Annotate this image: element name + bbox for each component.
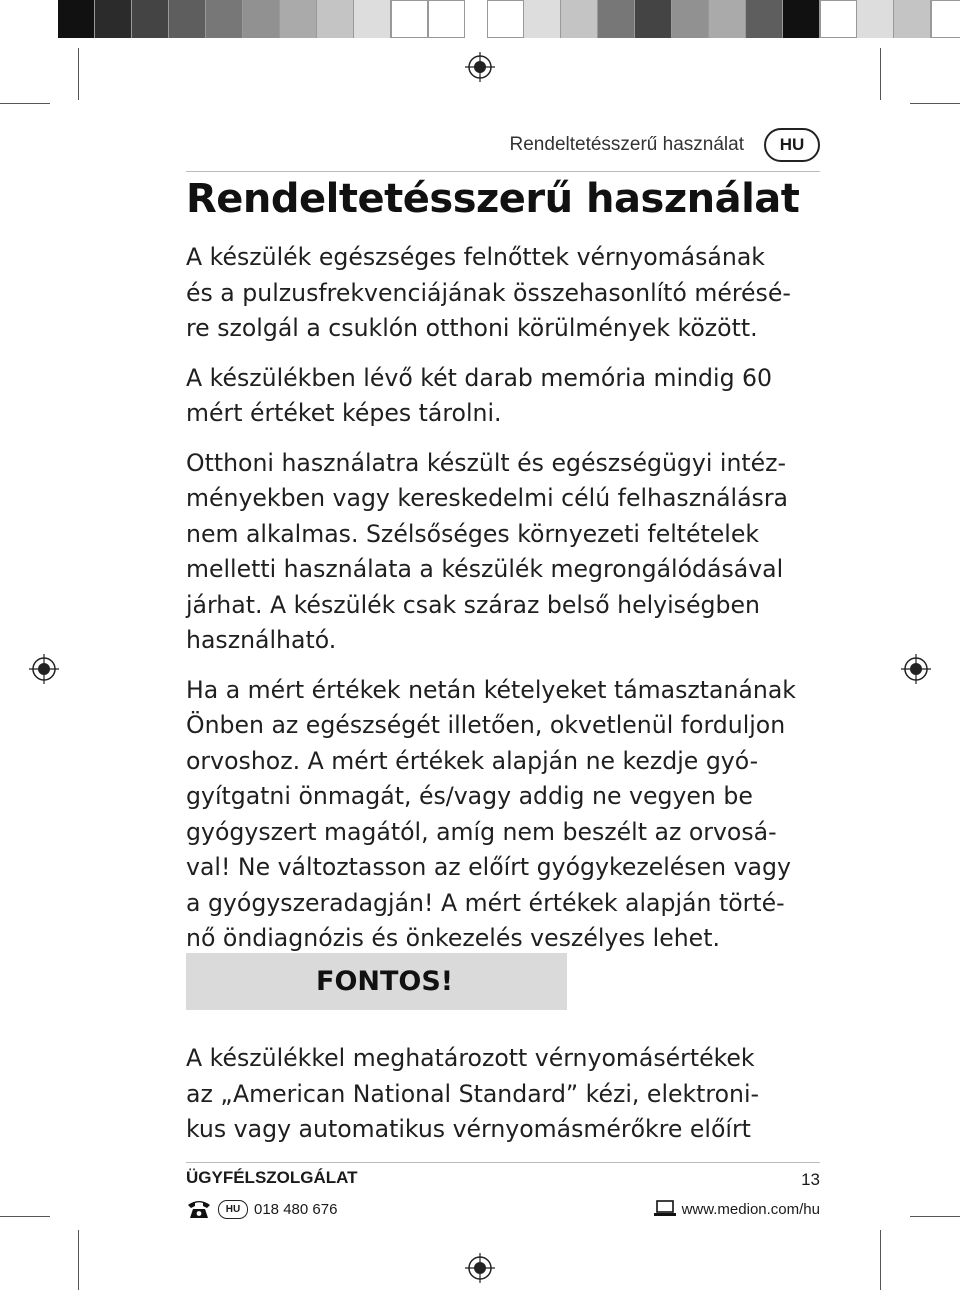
text-line: Önben az egészségét illetően, okvetlenül forduljon (186, 711, 786, 739)
running-title: Rendeltetésszerű használat (509, 134, 744, 155)
paragraph (186, 1041, 822, 1148)
color-bar-right-swatch (857, 0, 894, 38)
registration-mark-icon (465, 1253, 495, 1283)
color-bar-right-swatch (487, 0, 524, 38)
important-notice-box (186, 953, 567, 1010)
page-title: Rendeltetésszerű használat (186, 176, 800, 222)
registration-mark-icon (901, 654, 931, 684)
page-number: 13 (801, 1170, 820, 1189)
color-bar-right-swatch (783, 0, 820, 38)
text-line: A készülékkel meghatározott vérnyomásértékek (186, 1044, 755, 1072)
color-bar-left-swatch (243, 0, 280, 38)
paragraph (186, 240, 822, 347)
text-line: az „American National Standard” kézi, elektroni- (186, 1079, 760, 1108)
header-divider (186, 171, 820, 172)
website-url: www.medion.com/hu (681, 1200, 820, 1218)
registration-mark-icon (465, 52, 495, 82)
crop-line (880, 1230, 881, 1290)
color-bar-right-swatch (524, 0, 561, 38)
page-header (186, 125, 820, 165)
text-line: orvoshoz. A mért értékek alapján ne kezdje gyó- (186, 746, 759, 775)
color-bar-right-swatch (709, 0, 746, 38)
crop-line (78, 48, 79, 100)
telephone-icon (186, 1198, 212, 1220)
text-line: A készülékben lévő két darab memória mindig 60 (186, 363, 773, 392)
text-line: gyítgatni önmagát, és/vagy addig ne vegyen be (186, 782, 753, 810)
color-bar-left-swatch (132, 0, 169, 38)
footer-divider (186, 1162, 820, 1163)
text-line: használható. (186, 626, 337, 654)
language-badge: HU (764, 128, 820, 162)
text-line: re szolgál a csuklón otthoni körülmények között. (186, 314, 758, 342)
phone-contact (186, 1196, 337, 1222)
crop-line (910, 103, 960, 104)
body-text-after-notice (186, 1041, 822, 1162)
crop-line (78, 1230, 79, 1290)
body-text (186, 240, 822, 971)
color-bar-left-swatch (58, 0, 95, 38)
color-bar-left-swatch (280, 0, 317, 38)
color-bar-right-swatch (746, 0, 783, 38)
phone-number: 018 480 676 (254, 1200, 338, 1218)
text-line: Ha a mért értékek netán kételyeket támasztanának (186, 675, 796, 704)
color-bar-left-swatch (428, 0, 465, 38)
text-line: és a pulzusfrekvenciájának összehasonlító mérésé- (186, 278, 791, 307)
color-bar-left-swatch (169, 0, 206, 38)
customer-service-label: ÜGYFÉLSZOLGÁLAT (186, 1168, 358, 1187)
color-bar-left-swatch (95, 0, 132, 38)
phone-language-badge: HU (218, 1200, 248, 1219)
text-line: gyógyszert magától, amíg nem beszélt az orvosá- (186, 817, 777, 846)
color-bar-left-swatch (206, 0, 243, 38)
color-bar-right-swatch (561, 0, 598, 38)
text-line: a gyógyszeradagján! A mért értékek alapján törté- (186, 888, 785, 917)
crop-line (0, 103, 50, 104)
color-bar-left-swatch (317, 0, 354, 38)
crop-line (910, 1216, 960, 1217)
color-bar-left (58, 0, 465, 38)
paragraph (186, 446, 822, 659)
crop-line (880, 48, 881, 100)
crop-line (0, 1216, 50, 1217)
color-bar-right-swatch (672, 0, 709, 38)
paragraph (186, 673, 822, 957)
color-bar-right-swatch (931, 0, 960, 38)
text-line: Otthoni használatra készült és egészségügyi intéz- (186, 448, 787, 477)
text-line: A készülék egészséges felnőttek vérnyomásának (186, 243, 765, 271)
text-line: járhat. A készülék csak száraz belső helyiségben (186, 590, 760, 619)
text-line: ményekben vagy kereskedelmi célú felhasználásra (186, 484, 788, 512)
color-bar-right (487, 0, 960, 38)
text-line: nem alkalmas. Szélsőséges környezeti feltételek (186, 519, 760, 548)
text-line: mért értéket képes tárolni. (186, 399, 502, 427)
color-bar-left-swatch (391, 0, 428, 38)
text-line: val! Ne változtasson az előírt gyógykezelésen vagy (186, 853, 791, 881)
text-line: nő öndiagnózis és önkezelés veszélyes lehet. (186, 924, 720, 952)
registration-mark-icon (29, 654, 59, 684)
color-bar-right-swatch (820, 0, 857, 38)
text-line: kus vagy automatikus vérnyomásmérőkre előírt (186, 1115, 751, 1143)
website-contact (654, 1196, 820, 1222)
important-notice-label: FONTOS! (316, 966, 454, 997)
paragraph (186, 361, 822, 432)
text-line: melletti használata a készülék megrongálódásával (186, 555, 784, 583)
laptop-icon (654, 1200, 676, 1218)
color-bar-right-swatch (894, 0, 931, 38)
color-bar-right-swatch (598, 0, 635, 38)
color-bar-left-swatch (354, 0, 391, 38)
color-bar-right-swatch (635, 0, 672, 38)
